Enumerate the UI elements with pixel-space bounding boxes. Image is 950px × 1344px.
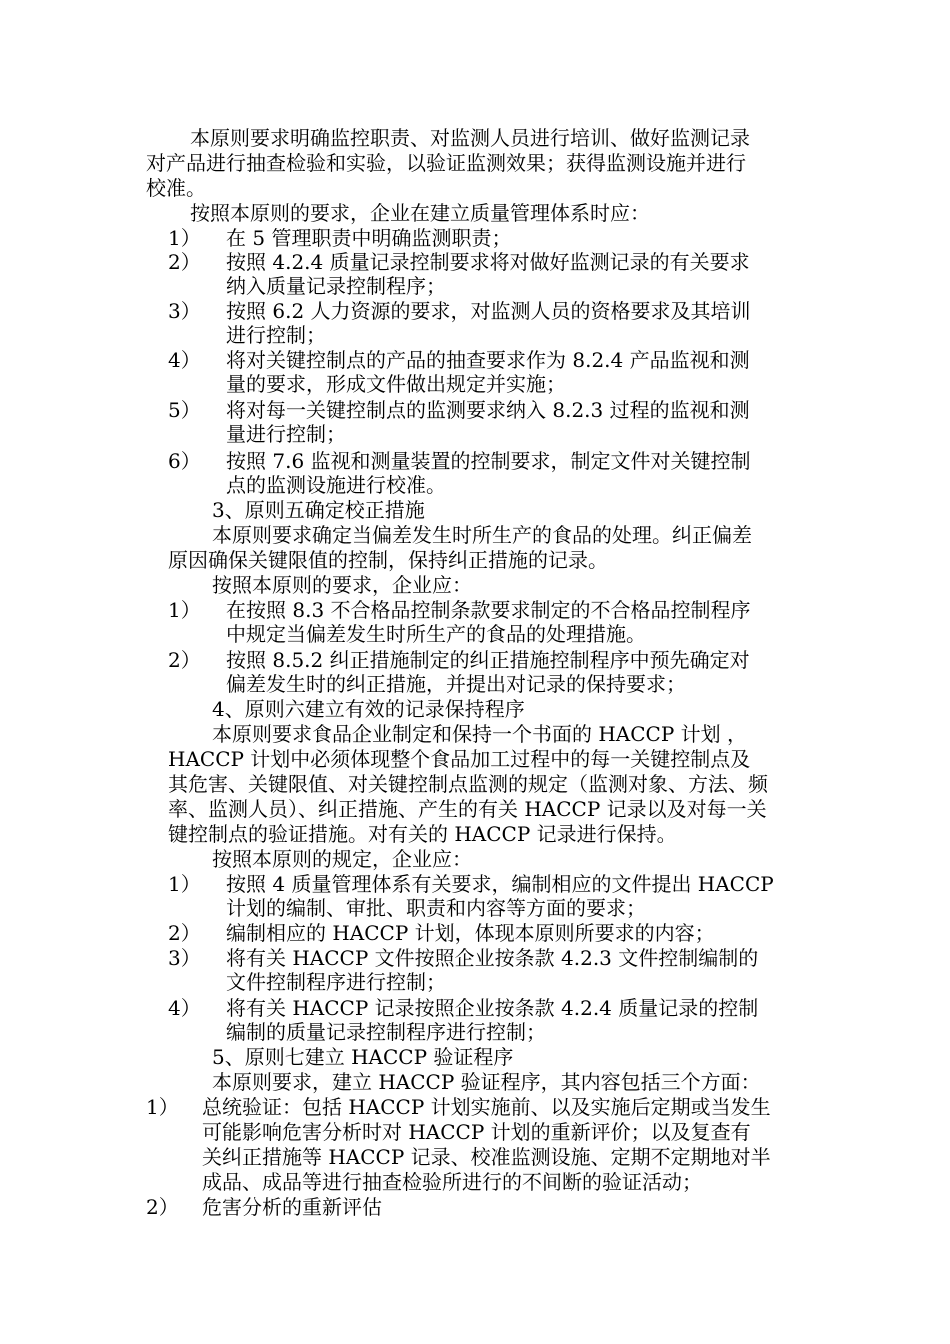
section-5-item-2-number: 2） bbox=[146, 1195, 179, 1219]
section-4-heading: 4、原则六建立有效的记录保持程序 bbox=[212, 697, 525, 721]
section-5-item-2-line-1: 危害分析的重新评估 bbox=[202, 1195, 382, 1219]
intro-item-5-number: 5） bbox=[168, 398, 201, 422]
intro-item-1-line-1: 在 5 管理职责中明确监测职责； bbox=[226, 226, 512, 250]
intro-item-4-line-2: 量的要求，形成文件做出规定并实施； bbox=[226, 372, 566, 396]
section-5-item-1-line-2: 可能影响危害分析时对 HACCP 计划的重新评价；以及复查有 bbox=[202, 1120, 751, 1144]
section-3-item-1-line-1: 在按照 8.3 不合格品控制条款要求制定的不合格品控制程序 bbox=[226, 598, 751, 622]
intro-para-line-3: 校准。 bbox=[146, 176, 206, 200]
section-4-item-4-number: 4） bbox=[168, 996, 201, 1020]
section-4-lead: 按照本原则的规定，企业应： bbox=[212, 847, 472, 871]
section-4-para-line-5: 键控制点的验证措施。对有关的 HACCP 记录进行保持。 bbox=[168, 822, 677, 846]
intro-item-4-line-1: 将对关键控制点的产品的抽查要求作为 8.2.4 产品监视和测 bbox=[226, 348, 750, 372]
section-4-item-4-line-2: 编制的质量记录控制程序进行控制； bbox=[226, 1020, 546, 1044]
intro-item-6-line-1: 按照 7.6 监视和测量装置的控制要求，制定文件对关键控制 bbox=[226, 449, 751, 473]
intro-item-6-line-2: 点的监测设施进行校准。 bbox=[226, 473, 446, 497]
intro-para-line-1: 本原则要求明确监控职责、对监测人员进行培训、做好监测记录 bbox=[190, 126, 750, 150]
section-3-item-2-number: 2） bbox=[168, 648, 201, 672]
section-4-item-1-line-1: 按照 4 质量管理体系有关要求，编制相应的文件提出 HACCP bbox=[226, 872, 774, 896]
section-4-item-3-line-2: 文件控制程序进行控制； bbox=[226, 970, 446, 994]
section-3-para-line-2: 原因确保关键限值的控制，保持纠正措施的记录。 bbox=[168, 548, 608, 572]
section-4-para-line-4: 率、监测人员）、纠正措施、产生的有关 HACCP 记录以及对每一关 bbox=[168, 797, 767, 821]
section-3-item-1-number: 1） bbox=[168, 598, 201, 622]
section-3-heading: 3、原则五确定校正措施 bbox=[212, 498, 425, 522]
section-3-item-2-line-1: 按照 8.5.2 纠正措施制定的纠正措施控制程序中预先确定对 bbox=[226, 648, 750, 672]
intro-item-5-line-1: 将对每一关键控制点的监测要求纳入 8.2.3 过程的监视和测 bbox=[226, 398, 750, 422]
section-5-lead: 本原则要求，建立 HACCP 验证程序，其内容包括三个方面： bbox=[212, 1070, 761, 1094]
intro-item-3-line-2: 进行控制； bbox=[226, 323, 326, 347]
section-4-item-1-line-2: 计划的编制、审批、职责和内容等方面的要求； bbox=[226, 896, 646, 920]
intro-item-5-line-2: 量进行控制； bbox=[226, 422, 346, 446]
section-3-para-line-1: 本原则要求确定当偏差发生时所生产的食品的处理。纠正偏差 bbox=[212, 523, 752, 547]
intro-item-2-number: 2） bbox=[168, 250, 201, 274]
section-5-item-1-line-4: 成品、成品等进行抽查检验所进行的不间断的验证活动； bbox=[202, 1170, 702, 1194]
intro-item-1-number: 1） bbox=[168, 226, 201, 250]
section-4-para-line-2: HACCP 计划中必须体现整个食品加工过程中的每一关键控制点及 bbox=[168, 747, 751, 771]
section-4-item-3-line-1: 将有关 HACCP 文件按照企业按条款 4.2.3 文件控制编制的 bbox=[226, 946, 759, 970]
intro-item-3-line-1: 按照 6.2 人力资源的要求，对监测人员的资格要求及其培训 bbox=[226, 299, 751, 323]
section-4-item-2-number: 2） bbox=[168, 921, 201, 945]
section-3-item-1-line-2: 中规定当偏差发生时所生产的食品的处理措施。 bbox=[226, 622, 646, 646]
intro-para-line-2: 对产品进行抽查检验和实验，以验证监测效果；获得监测设施并进行 bbox=[146, 151, 746, 175]
intro-lead: 按照本原则的要求，企业在建立质量管理体系时应： bbox=[190, 201, 650, 225]
intro-item-6-number: 6） bbox=[168, 449, 201, 473]
section-5-item-1-number: 1） bbox=[146, 1095, 179, 1119]
section-5-item-1-line-1: 总统验证：包括 HACCP 计划实施前、以及实施后定期或当发生 bbox=[202, 1095, 771, 1119]
section-4-para-line-3: 其危害、关键限值、对关键控制点监测的规定（监测对象、方法、频 bbox=[168, 772, 768, 796]
intro-item-2-line-1: 按照 4.2.4 质量记录控制要求将对做好监测记录的有关要求 bbox=[226, 250, 750, 274]
section-3-item-2-line-2: 偏差发生时的纠正措施，并提出对记录的保持要求； bbox=[226, 672, 686, 696]
section-5-heading: 5、原则七建立 HACCP 验证程序 bbox=[212, 1045, 514, 1069]
intro-item-2-line-2: 纳入质量记录控制程序； bbox=[226, 274, 446, 298]
intro-item-3-number: 3） bbox=[168, 299, 201, 323]
intro-item-4-number: 4） bbox=[168, 348, 201, 372]
section-4-item-3-number: 3） bbox=[168, 946, 201, 970]
section-4-item-2-line-1: 编制相应的 HACCP 计划，体现本原则所要求的内容； bbox=[226, 921, 715, 945]
section-4-para-line-1: 本原则要求食品企业制定和保持一个书面的 HACCP 计划 ， bbox=[212, 722, 748, 746]
section-3-lead: 按照本原则的要求，企业应： bbox=[212, 573, 472, 597]
section-5-item-1-line-3: 关纠正措施等 HACCP 记录、校准监测设施、定期不定期地对半 bbox=[202, 1145, 771, 1169]
section-4-item-4-line-1: 将有关 HACCP 记录按照企业按条款 4.2.4 质量记录的控制 bbox=[226, 996, 759, 1020]
section-4-item-1-number: 1） bbox=[168, 872, 201, 896]
